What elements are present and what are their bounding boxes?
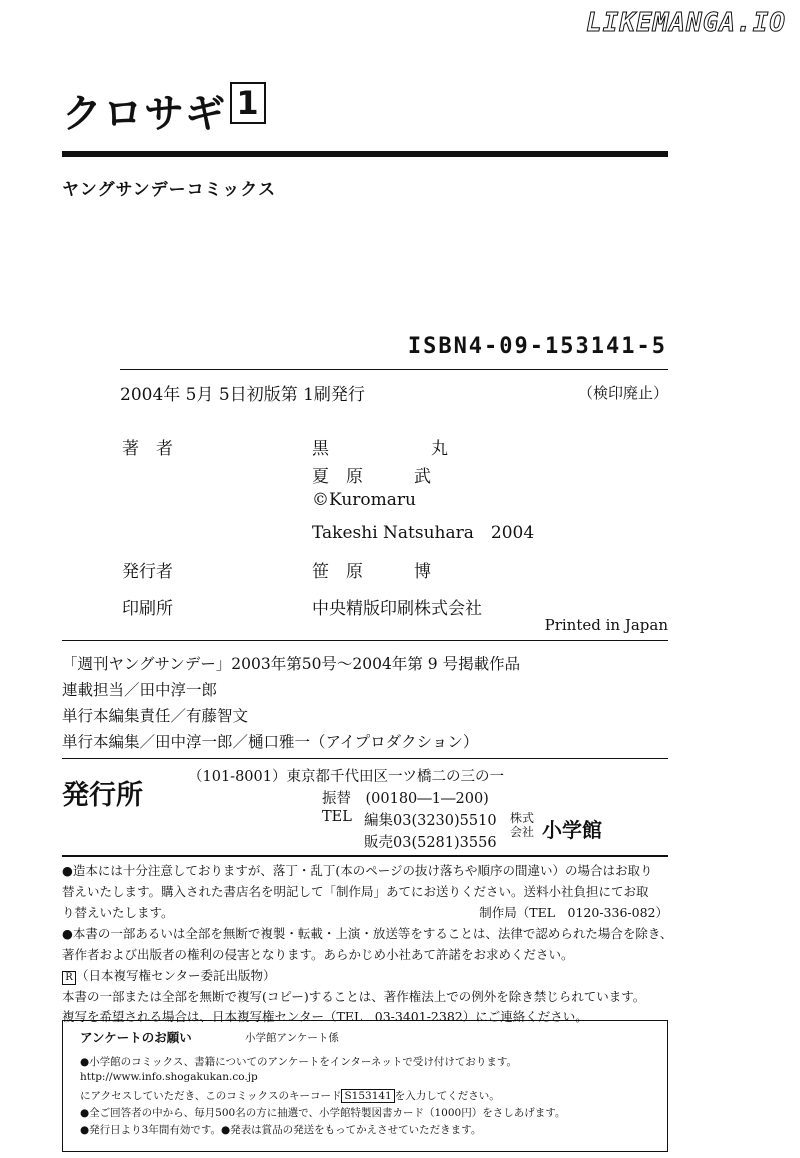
notice-1-line-2: 替えいたします。購入された書店名を明記して「制作局」あてにお送りください。送料小社負担にてお取 <box>62 884 649 899</box>
isbn-divider <box>120 369 668 370</box>
publication-date: 2004年 5月 5日初版第 1刷発行 <box>120 385 365 405</box>
notice-2-line-2: 著作者および出版者の権利の侵害となります。あらかじめ小社あて許諾をお求めください。 <box>62 947 574 962</box>
title-divider <box>62 151 668 157</box>
survey-line-2 <box>80 1088 500 1103</box>
credits-divider <box>62 640 668 641</box>
imprint-label: ヤングサンデーコミックス <box>62 180 277 200</box>
notice-1-contact: 制作局（TEL 0120-336-082） <box>479 905 668 920</box>
notice-2-line-1: ●本書の一部あるいは全部を無断で複製・転載・上演・放送等をすることは、法律で認められた場合を除き、 <box>62 926 673 941</box>
title-text: クロサギ <box>62 91 226 137</box>
notice-divider <box>62 855 668 857</box>
survey-key-code: S153141 <box>341 1089 394 1103</box>
notice-3-line-3: 複写を希望される場合は、日本複写権センター（TEL 03-3401-2382）にご連絡ください。 <box>62 1009 588 1024</box>
survey-line-3: ●全ご回答者の中から、毎月500名の方に抽選で、小学館特製図書カード（1000円）をさしあげます。 <box>80 1107 566 1119</box>
serialization-line-1: 「週刊ヤングサンデー」2003年第50号～2004年第 9 号掲載作品 <box>62 655 521 673</box>
watermark-text: LIKEMANGA.IO <box>586 8 786 38</box>
publisher-name: 笹 原 博 <box>312 562 431 582</box>
copy-rights-mark: R <box>62 971 76 985</box>
publisher-label: 発行者 <box>122 562 173 582</box>
office-transfer: 振替 (00180―1―200) <box>322 791 489 807</box>
survey-line-2-pre: にアクセスしていただき、このコミックスのキーコード <box>80 1090 342 1102</box>
printer-label: 印刷所 <box>122 599 173 619</box>
notice-1-line-1: ●造本には十分注意しておりますが、落丁・乱丁(本のページの抜け落ちや順序の間違い）の場合はお取り <box>62 863 653 878</box>
serialization-line-3: 単行本編集責任／有藤智文 <box>62 707 249 725</box>
stamp-note: （検印廃止） <box>577 384 668 402</box>
office-tel-sales: 販売03(5281)3556 <box>364 835 497 851</box>
book-title <box>62 82 266 139</box>
office-tel-edit: 編集03(3230)5510 <box>364 813 497 829</box>
isbn: ISBN4-09-153141-5 <box>407 334 667 359</box>
volume-number: 1 <box>230 82 266 124</box>
survey-dept: 小学館アンケート係 <box>245 1032 339 1044</box>
author-name-1: 黒 丸 <box>312 439 448 459</box>
copyright-line-2: Takeshi Natsuhara 2004 <box>312 523 535 543</box>
notice-3-title: 日本複写権センター委託出版物 <box>88 968 264 983</box>
notice-3-line-1: R （日本複写権センター委託出版物） <box>62 966 276 985</box>
office-divider <box>62 758 668 759</box>
office-corp-2: 会社 <box>510 825 535 839</box>
survey-line-2-post: を入力してください。 <box>394 1090 500 1102</box>
serialization-line-4: 単行本編集／田中淳一郎／樋口雅一（アイプロダクション） <box>62 733 479 751</box>
office-corp-1: 株式 <box>510 811 535 825</box>
author-name-2: 夏 原 武 <box>312 467 431 487</box>
survey-line-1: ●小学館のコミックス、書籍についてのアンケートをインターネットで受け付けております。 <box>80 1056 518 1068</box>
survey-line-4: ●発行日より3年間有効です。●発表は賞品の発送をもってかえさせていただきます。 <box>80 1124 482 1136</box>
office-label: 発行所 <box>62 780 143 811</box>
office-tel-prefix: TEL <box>322 809 352 825</box>
serialization-line-2: 連載担当／田中淳一郎 <box>62 681 218 699</box>
author-label: 著 者 <box>122 439 173 459</box>
notice-1-line-3: り替えいたします。 <box>62 905 174 920</box>
notice-3-line-2: 本書の一部または全部を無断で複写(コピー)することは、著作権法上での例外を除き禁じられています。 <box>62 989 646 1004</box>
copyright-line-1: ©Kuromaru <box>312 490 416 510</box>
office-address: （101-8001）東京都千代田区一ツ橋二の三の一 <box>188 769 504 785</box>
printed-in: Printed in Japan <box>544 616 668 634</box>
survey-url: http://www.info.shogakukan.co.jp <box>80 1071 258 1083</box>
printer-name: 中央精版印刷株式会社 <box>312 599 482 619</box>
office-company: 小学館 <box>542 818 602 842</box>
survey-title: アンケートのお願い <box>80 1030 192 1045</box>
